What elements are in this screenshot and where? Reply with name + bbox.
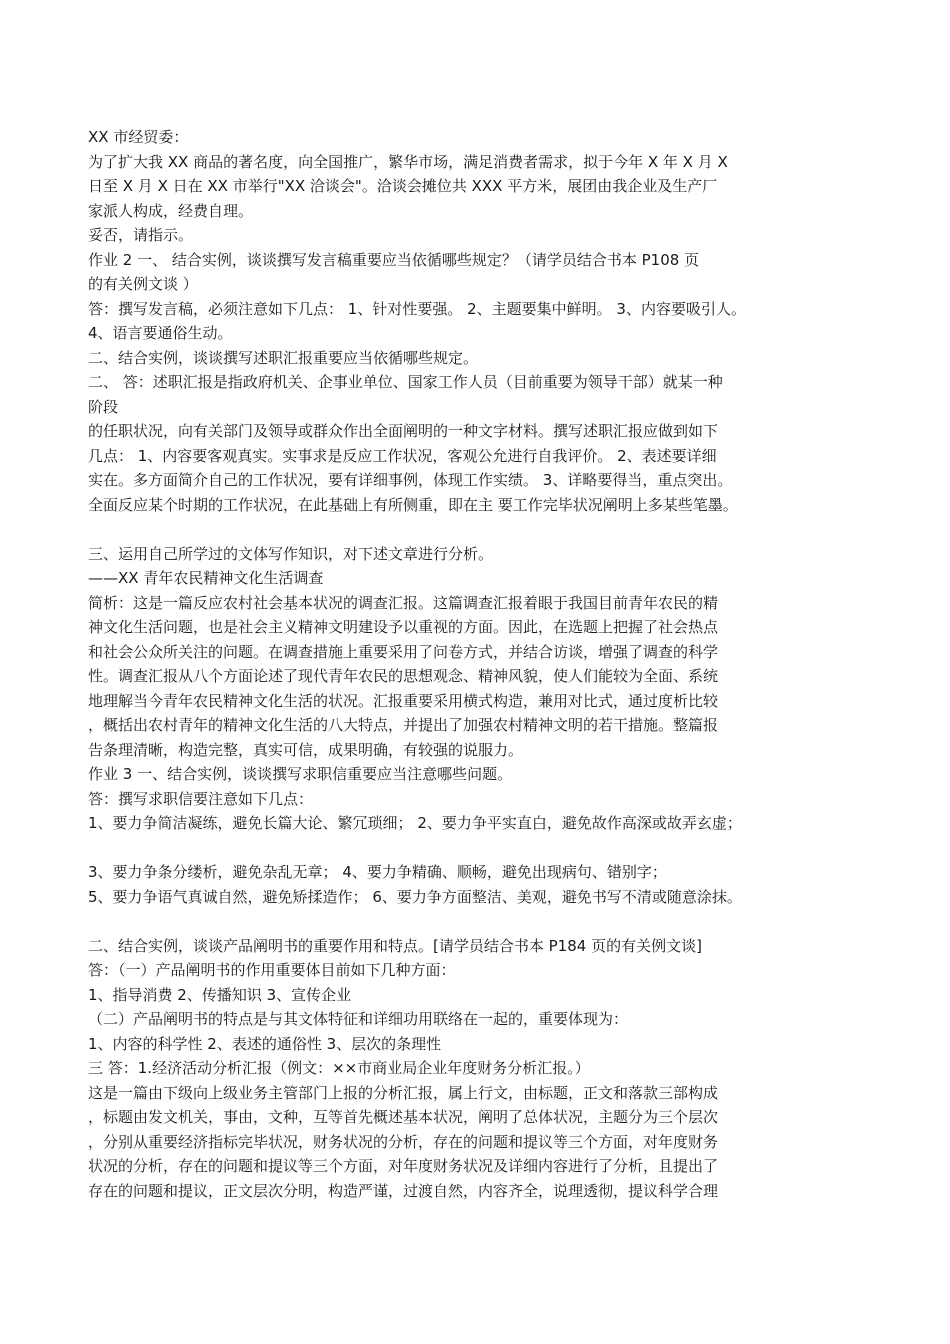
text-line: 三 答：1.经济活动分析汇报（例文：××市商业局企业年度财务分析汇报。） — [88, 1059, 590, 1077]
text-line: 存在的问题和提议，正文层次分明，构造严谨，过渡自然，内容齐全，说理透彻，提议科学合理 — [88, 1181, 719, 1200]
text-line: 答：撰写发言稿，必须注意如下几点： 1、针对性要强。 2、主题要集中鲜明。 3、内容要吸引人。 — [88, 299, 746, 318]
text-line: 答：（一）产品阐明书的作用重要体目前如下几种方面： — [88, 961, 456, 979]
text-line: 为了扩大我 XX 商品的著名度，向全国推广，繁华市场，满足消费者需求，拟于今年 X 年 X 月 X — [88, 152, 728, 171]
text-line: 实在。多方面简介自己的工作状况，要有详细事例，体现工作实绩。 3、详略要得当，重点突出。 — [88, 471, 733, 489]
text-line: 的任职状况，向有关部门及领导或群众作出全面阐明的一种文字材料。撰写述职汇报应做到如下 — [88, 422, 719, 440]
text-line: ——XX 青年农民精神文化生活调查 — [88, 569, 324, 587]
text-line: 这是一篇由下级向上级业务主管部门上报的分析汇报，属上行文，由标题，正文和落款三部构成 — [88, 1083, 719, 1102]
text-line: 性。调查汇报从八个方面论述了现代青年农民的思想观念、精神风貌，使人们能较为全面、系统 — [88, 667, 719, 685]
text-line: 3、要力争条分缕析，避免杂乱无章； 4、要力争精确、顺畅，避免出现病句、错别字； — [88, 863, 667, 881]
text-line: 4、语言要通俗生动。 — [88, 324, 233, 342]
text-line: 几点： 1、内容要客观真实。实事求是反应工作状况，客观公允进行自我评价。 2、表述要详细 — [88, 446, 717, 465]
text-line: 1、要力争简洁凝练，避免长篇大论、繁冗琐细； 2、要力争平实直白，避免故作高深或故弄玄虚； — [88, 814, 742, 832]
text-line: 地理解当今青年农民精神文化生活的状况。汇报重要采用横式构造，兼用对比式，通过度析比较 — [88, 691, 719, 710]
text-line: 1、内容的科学性 2、表述的通俗性 3、层次的条理性 — [88, 1034, 442, 1053]
text-line: 的有关例文谈 ） — [88, 275, 198, 293]
text-line: 作业 2 一、 结合实例，谈谈撰写发言稿重要应当依循哪些规定？（请学员结合书本 P108 页 — [88, 250, 700, 269]
text-line: 三、运用自己所学过的文体写作知识，对下述文章进行分析。 — [88, 544, 494, 563]
blank-line — [88, 836, 928, 861]
text-line: 简析：这是一篇反应农村社会基本状况的调查汇报。这篇调查汇报着眼于我国目前青年农民的精 — [88, 593, 719, 612]
text-line: 妥否，请指示。 — [88, 226, 194, 244]
text-line: 家派人构成，经费自理。 — [88, 201, 254, 220]
text-line: 答：撰写求职信要注意如下几点： — [88, 789, 314, 808]
document-body — [88, 125, 928, 1203]
text-line: 二、结合实例，谈谈产品阐明书的重要作用和特点。[请学员结合书本 P184 页的有关例文谈] — [88, 936, 702, 955]
text-line: XX 市经贸委： — [88, 128, 189, 146]
text-line: 神文化生活问题，也是社会主义精神文明建设予以重视的方面。因此，在选题上把握了社会热点 — [88, 618, 719, 636]
text-line: ，概括出农村青年的精神文化生活的八大特点，并提出了加强农村精神文明的若干措施。整篇报 — [88, 716, 719, 734]
text-line: ，标题由发文机关，事由，文种，互等首先概述基本状况，阐明了总体状况，主题分为三个层次 — [88, 1108, 719, 1126]
text-line: 二、结合实例，谈谈撰写述职汇报重要应当依循哪些规定。 — [88, 348, 479, 367]
text-line: 全面反应某个时期的工作状况，在此基础上有所侧重，即在主 要工作完毕状况阐明上多某些笔墨。 — [88, 495, 738, 514]
text-line: 阶段 — [88, 397, 119, 416]
text-line: 日至 X 月 X 日在 XX 市举行"XX 洽谈会"。洽谈会摊位共 XXX 平方米，展团由我企业及生产厂 — [88, 177, 718, 195]
text-line: 5、要力争语气真诚自然，避免矫揉造作； 6、要力争方面整洁、美观，避免书写不清或随意涂抹。 — [88, 887, 742, 906]
blank-line — [88, 909, 928, 934]
text-line: 告条理清晰，构造完整，真实可信，成果明确，有较强的说服力。 — [88, 740, 524, 759]
text-line: （二）产品阐明书的特点是与其文体特征和详细功用联络在一起的，重要体现为： — [88, 1010, 629, 1028]
text-line: 1、指导消费 2、传播知识 3、宣传企业 — [88, 985, 352, 1004]
text-line: 和社会公众所关注的问题。在调查措施上重要采用了问卷方式，并结合访谈，增强了调查的科学 — [88, 642, 719, 661]
blank-line — [88, 517, 928, 542]
text-line: 作业 3 一、结合实例，谈谈撰写求职信重要应当注意哪些问题。 — [88, 765, 513, 783]
text-line: 状况的分析，存在的问题和提议等三个方面，对年度财务状况及详细内容进行了分析，且提出了 — [88, 1157, 719, 1175]
text-line: 二、 答：述职汇报是指政府机关、企事业单位、国家工作人员（目前重要为领导干部）就某一种 — [88, 373, 723, 391]
text-line: ，分别从重要经济指标完毕状况，财务状况的分析，存在的问题和提议等三个方面，对年度财务 — [88, 1132, 719, 1151]
